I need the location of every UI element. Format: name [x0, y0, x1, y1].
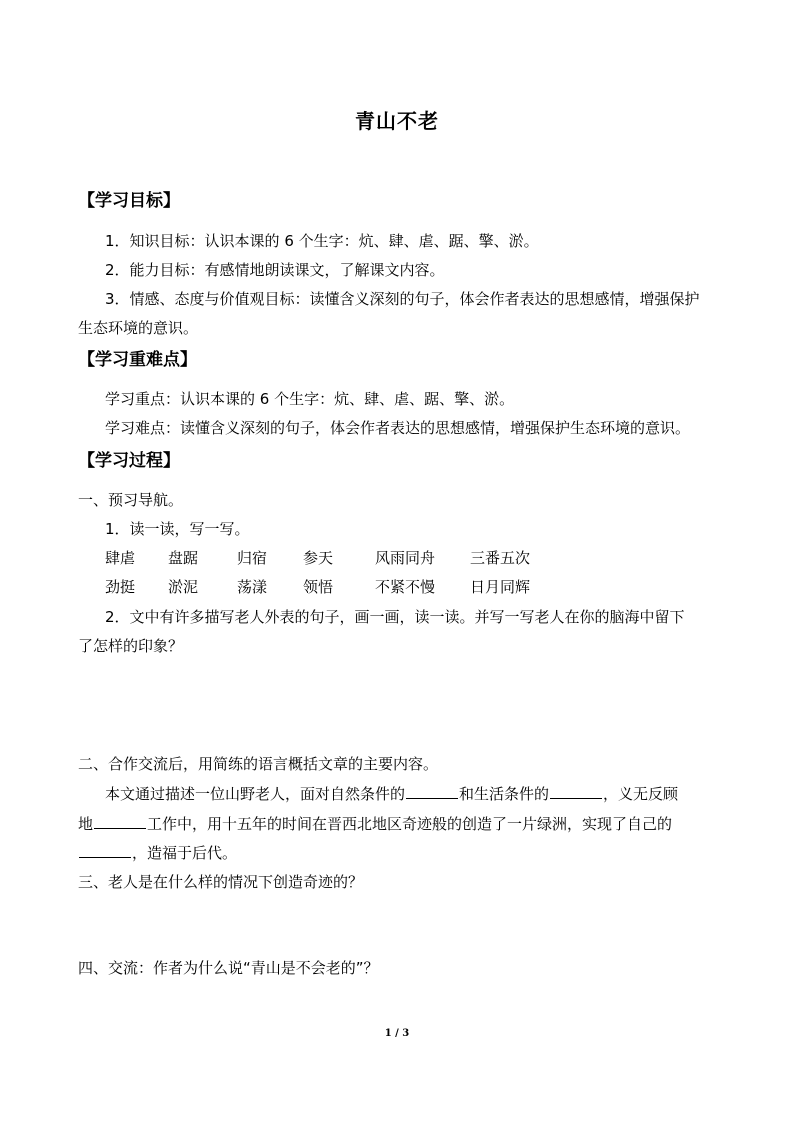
word: 盘踞: [168, 549, 199, 567]
fill-blank[interactable]: [550, 784, 602, 799]
summary-line-3: ，造福于后代。: [78, 843, 237, 863]
goals-heading: 【学习目标】: [78, 191, 180, 211]
word: 参天: [303, 549, 334, 567]
part-2-title: 二、合作交流后，用简练的语言概括文章的主要内容。: [78, 755, 439, 773]
goal-3-line-2: 生态环境的意识。: [78, 319, 199, 337]
word: 领悟: [303, 578, 334, 596]
word: 不紧不慢: [375, 578, 436, 596]
process-heading: 【学习过程】: [78, 451, 180, 471]
fill-blank[interactable]: [79, 843, 131, 858]
task-1: 1．读一读，写一写。: [105, 520, 250, 538]
key-difficult-heading: 【学习重难点】: [78, 350, 197, 370]
word: 荡漾: [237, 578, 268, 596]
fill-blank[interactable]: [406, 784, 458, 799]
word: 三番五次: [470, 549, 531, 567]
word: 肆虐: [105, 549, 136, 567]
word: 日月同辉: [470, 578, 531, 596]
word: 风雨同舟: [375, 549, 436, 567]
page-number: 1 / 3: [384, 1028, 410, 1039]
key-point: 学习重点：认识本课的 6 个生字：炕、肆、虐、踞、擎、淤。: [105, 390, 515, 408]
task-2-line-2: 了怎样的印象？: [78, 637, 184, 655]
summary-line-1: 本文通过描述一位山野老人，面对自然条件的 和生活条件的 ，义无反顾: [105, 785, 679, 803]
summary-line-2: 地 工作中，用十五年的时间在晋西北地区奇迹般的创造了一片绿洲，实现了自己的: [78, 815, 673, 833]
word: 淤泥: [168, 578, 199, 596]
part-3-title: 三、老人是在什么样的情况下创造奇迹的？: [78, 873, 364, 891]
goal-1: 1．知识目标：认识本课的 6 个生字：炕、肆、虐、踞、擎、淤。: [105, 232, 539, 250]
fill-blank[interactable]: [94, 814, 146, 829]
part-1-title: 一、预习导航。: [78, 491, 184, 509]
difficult-point: 学习难点：读懂含义深刻的句子，体会作者表达的思想感情，增强保护生态环境的意识。: [105, 419, 691, 437]
goal-2: 2．能力目标：有感情地朗读课文，了解课文内容。: [105, 261, 445, 279]
word: 归宿: [237, 549, 268, 567]
part-4-title: 四、交流：作者为什么说“青山是不会老的”？: [78, 959, 379, 977]
word: 劲挺: [105, 578, 136, 596]
task-2-line-1: 2．文中有许多描写老人外表的句子，画一画，读一读。并写一写老人在你的脑海中留下: [105, 608, 685, 626]
goal-3-line-1: 3．情感、态度与价值观目标：读懂含义深刻的句子，体会作者表达的思想感情，增强保护: [105, 290, 700, 308]
document-title: 青山不老: [355, 109, 439, 133]
